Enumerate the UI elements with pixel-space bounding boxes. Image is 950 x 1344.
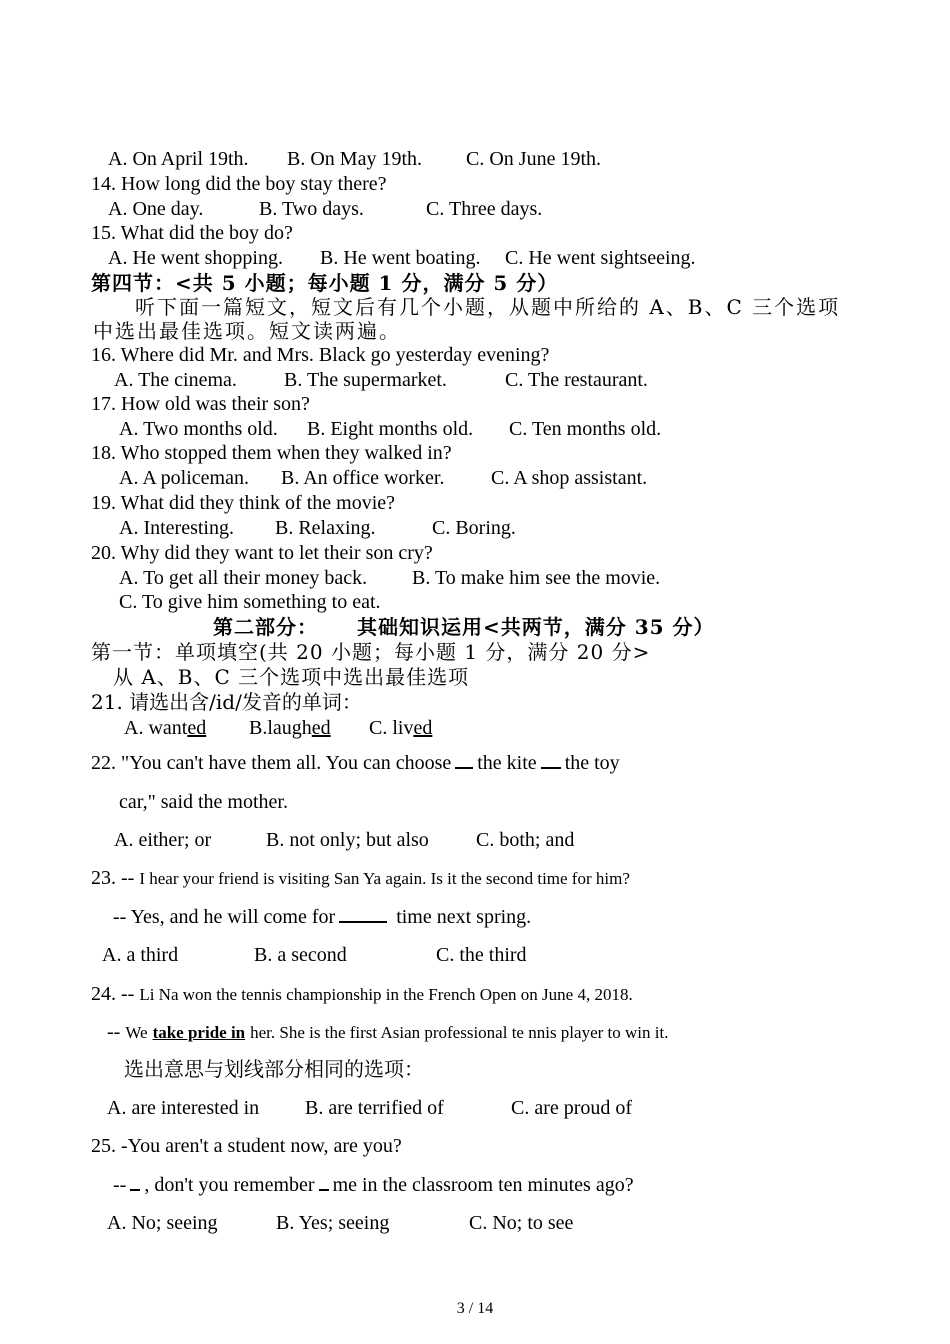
q21-stem: 21. 请选出含/id/发音的单词：: [91, 690, 362, 714]
q16-option-b: B. The supermarket.: [284, 369, 447, 391]
q22-option-c: C. both; and: [476, 829, 575, 851]
q24-underlined-phrase: take pride in: [152, 1023, 246, 1042]
q14-option-c: C. Three days.: [426, 198, 543, 220]
q17-option-a: A. Two months old.: [119, 418, 278, 440]
q14-option-b: B. Two days.: [259, 198, 364, 220]
q16-stem: 16. Where did Mr. and Mrs. Black go yesterday evening?: [91, 344, 550, 366]
section4-instruction-line1: 听下面一篇短文，短文后有几个小题，从题中所给的 A、B、C 三个选项: [135, 295, 841, 319]
q20-option-c: C. To give him something to eat.: [119, 591, 381, 613]
q23-stem-line2: -- Yes, and he will come for time next spring.: [113, 906, 532, 928]
q20-option-a: A. To get all their money back.: [119, 567, 368, 589]
q19-option-a: A. Interesting.: [119, 517, 234, 539]
q25-blank-1: [130, 1173, 140, 1191]
q25-option-b: B. Yes; seeing: [276, 1212, 390, 1234]
q17-stem: 17. How old was their son?: [91, 393, 310, 415]
q16-option-a: A. The cinema.: [114, 369, 237, 391]
q22-option-b: B. not only; but also: [266, 829, 429, 851]
q23-stem-line1: 23. -- I hear your friend is visiting San Ya again. Is it the second time for him?: [91, 867, 630, 889]
q13-option-a: A. On April 19th.: [108, 148, 249, 170]
q22-option-a: A. either; or: [114, 829, 212, 851]
q21-option-b: B.laughed: [249, 717, 331, 739]
q22-blank-2: [541, 751, 561, 769]
q16-option-c: C. The restaurant.: [505, 369, 648, 391]
part2-heading-a: 第二部分：: [213, 615, 318, 639]
q21-option-a: A. wanted: [124, 717, 207, 739]
q23-option-b: B. a second: [254, 944, 347, 966]
section4-instruction-line2: 中选出最佳选项。短文读两遍。: [93, 319, 401, 343]
q23-option-c: C. the third: [436, 944, 527, 966]
q25-option-c: C. No; to see: [469, 1212, 574, 1234]
q17-option-b: B. Eight months old.: [307, 418, 474, 440]
q19-option-c: C. Boring.: [432, 517, 516, 539]
page-number: 3 / 14: [456, 1300, 494, 1317]
q24-instruction: 选出意思与划线部分相同的选项：: [124, 1057, 424, 1081]
q15-option-c: C. He went sightseeing.: [505, 247, 696, 269]
part2-section1-instruction: 从 A、B、C 三个选项中选出最佳选项: [113, 665, 470, 689]
q19-option-b: B. Relaxing.: [275, 517, 376, 539]
q15-option-b: B. He went boating.: [320, 247, 481, 269]
q23-blank: [339, 905, 387, 923]
q19-stem: 19. What did they think of the movie?: [91, 492, 396, 514]
q25-stem-line2: -- , don't you remember me in the classroom ten minutes ago?: [113, 1174, 634, 1196]
q15-option-a: A. He went shopping.: [108, 247, 283, 269]
q22-stem-line1: 22. "You can't have them all. You can choose the kite the toy: [91, 752, 620, 774]
q25-option-a: A. No; seeing: [107, 1212, 218, 1234]
q14-option-a: A. One day.: [108, 198, 204, 220]
part2-heading-b: 其础知识运用<共两节，满分 35 分）: [357, 615, 715, 639]
q23-option-a: A. a third: [102, 944, 179, 966]
q18-stem: 18. Who stopped them when they walked in?: [91, 442, 452, 464]
q21-option-c: C. lived: [369, 717, 433, 739]
q13-option-b: B. On May 19th.: [287, 148, 422, 170]
q24-option-a: A. are interested in: [107, 1097, 260, 1119]
q13-option-c: C. On June 19th.: [466, 148, 601, 170]
q14-stem: 14. How long did the boy stay there?: [91, 173, 387, 195]
q22-blank-1: [455, 751, 473, 769]
q24-option-c: C. are proud of: [511, 1097, 633, 1119]
section4-heading: 第四节：<共 5 小题；每小题 1 分，满分 5 分）: [91, 271, 559, 295]
q18-option-a: A. A policeman.: [119, 467, 249, 489]
q24-option-b: B. are terrified of: [305, 1097, 444, 1119]
q15-stem: 15. What did the boy do?: [91, 222, 293, 244]
q18-option-c: C. A shop assistant.: [491, 467, 648, 489]
q18-option-b: B. An office worker.: [281, 467, 445, 489]
q20-stem: 20. Why did they want to let their son cry?: [91, 542, 433, 564]
q22-stem-line2: car," said the mother.: [119, 791, 288, 813]
q17-option-c: C. Ten months old.: [509, 418, 662, 440]
q25-stem: 25. -You aren't a student now, are you?: [91, 1135, 402, 1157]
q20-option-b: B. To make him see the movie.: [412, 567, 661, 589]
q24-stem-line2: -- We take pride in her. She is the first Asian professional te nnis player to win it.: [107, 1021, 669, 1043]
q24-stem-line1: 24. -- Li Na won the tennis championship in the French Open on June 4, 2018.: [91, 983, 633, 1005]
part2-section1-heading: 第一节：单项填空(共 20 小题；每小题 1 分，满分 20 分>: [91, 640, 651, 664]
q25-blank-2: [319, 1173, 329, 1191]
